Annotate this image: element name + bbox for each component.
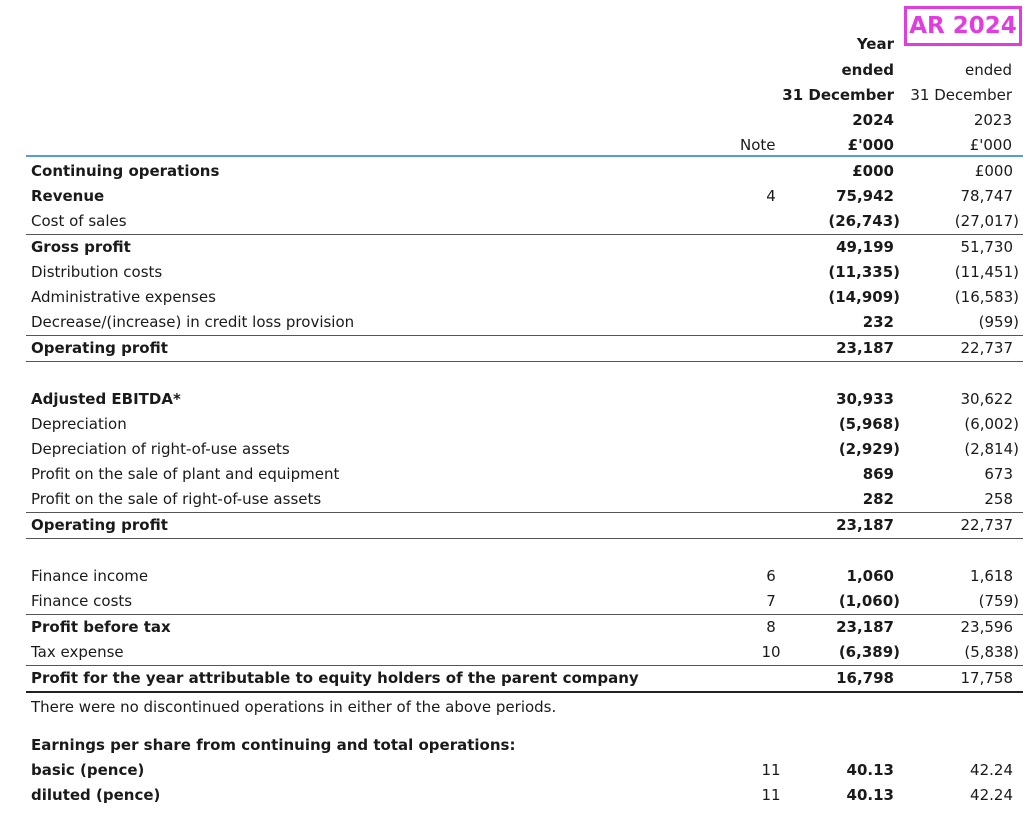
- header-2023-line4: 2023: [973, 111, 1012, 129]
- header-2024-line3: 31 December: [782, 86, 894, 104]
- table-row: Tax expense 10 (6,389) (5,838): [31, 643, 1019, 661]
- table-row: Operating profit 23,187 22,737: [26, 335, 1023, 362]
- table-row: Administrative expenses (14,909) (16,583): [31, 288, 1019, 306]
- table-row: Depreciation (5,968) (6,002): [31, 415, 1019, 433]
- table-row: Adjusted EBITDA* 30,933 30,622: [31, 390, 1013, 408]
- eps-table: [26, 733, 1023, 808]
- header-2024-line1: Year: [856, 35, 894, 53]
- table-row: Finance income 6 1,060 1,618: [31, 567, 1013, 585]
- table-row: Finance costs 7 (1,060) (759): [31, 592, 1019, 610]
- table-row: diluted (pence) 11 40.13 42.24: [31, 786, 1013, 804]
- report-badge: AR 2024: [904, 6, 1022, 46]
- income-statement-table: [26, 159, 1023, 693]
- table-row: Cost of sales (26,743) (27,017): [31, 212, 1019, 230]
- table-row: Profit before tax 8 23,187 23,596: [26, 614, 1023, 640]
- table-row: Distribution costs (11,335) (11,451): [31, 263, 1019, 281]
- header-2023-line2: ended: [964, 61, 1012, 79]
- spacer: [26, 539, 1023, 564]
- table-row: Profit on the sale of right-of-use assets 282 258: [31, 490, 1013, 508]
- table-row: Decrease/(increase) in credit loss provision 232 (959): [31, 313, 1019, 331]
- table-row: Profit for the year attributable to equity holders of the parent company 16,798 17,758: [26, 665, 1023, 693]
- header-2024-line4: 2024: [852, 111, 894, 129]
- table-row: Depreciation of right-of-use assets (2,929) (2,814): [31, 440, 1019, 458]
- table-row: basic (pence) 11 40.13 42.24: [31, 761, 1013, 779]
- spacer: [26, 362, 1023, 387]
- table-row: Operating profit 23,187 22,737: [26, 512, 1023, 539]
- discontinued-note: There were no discontinued operations in either of the above periods.: [31, 698, 557, 716]
- table-row: Gross profit 49,199 51,730: [26, 234, 1023, 260]
- header-2024-line5: £'000: [847, 136, 894, 154]
- header-divider: [26, 155, 1023, 157]
- header-2024-line2: ended: [841, 61, 894, 79]
- table-row: Continuing operations £000 £000: [31, 162, 1013, 180]
- header-2023-line5: £'000: [969, 136, 1012, 154]
- table-row: Profit on the sale of plant and equipment 869 673: [31, 465, 1013, 483]
- note-column-header: Note: [740, 136, 776, 154]
- eps-title-row: Earnings per share from continuing and total operations:: [31, 736, 516, 754]
- table-row: Revenue 4 75,942 78,747: [31, 187, 1013, 205]
- header-2023-line3: 31 December: [910, 86, 1012, 104]
